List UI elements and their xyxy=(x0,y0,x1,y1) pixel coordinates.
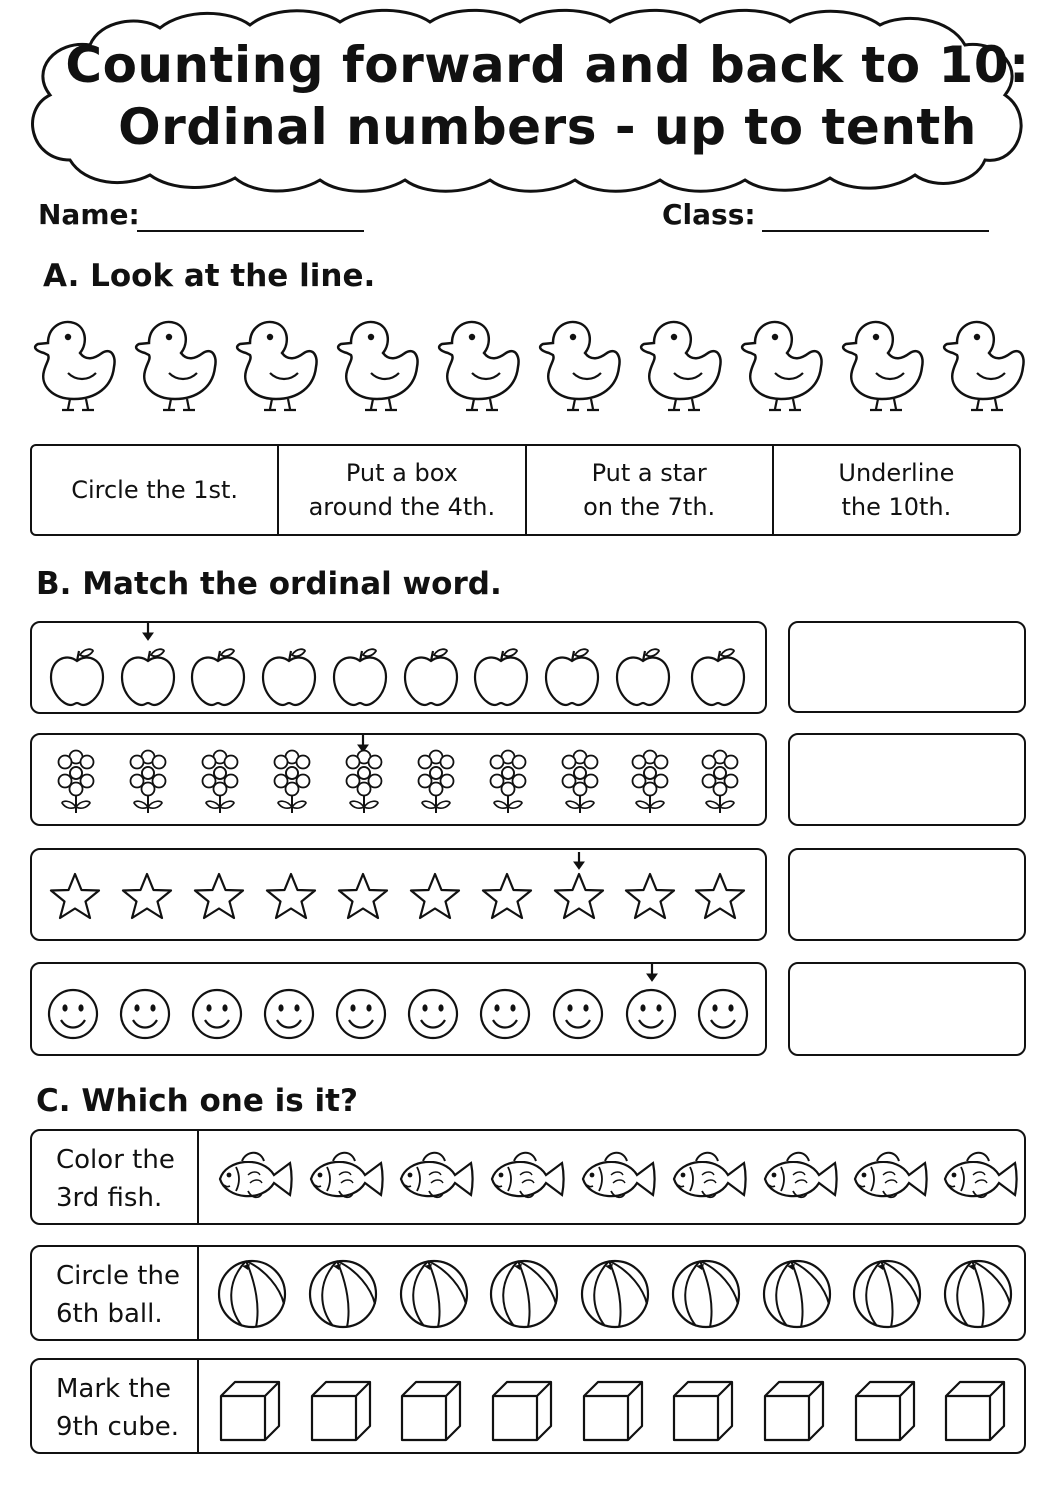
class-label: Class: xyxy=(662,198,756,231)
smiley-icon xyxy=(121,990,169,1038)
duck-row xyxy=(0,305,1055,420)
which-row-label: Color the 3rd fish. xyxy=(32,1131,199,1223)
fish-icon xyxy=(855,1153,927,1198)
flower-row xyxy=(30,733,767,826)
smiley-icon xyxy=(337,990,385,1038)
fish-icon xyxy=(401,1153,473,1198)
class-field[interactable] xyxy=(762,230,989,232)
flower-icon xyxy=(131,751,166,814)
ball-icon xyxy=(491,1261,557,1327)
answer-box-3[interactable] xyxy=(788,848,1026,941)
arrow-icon xyxy=(358,735,368,752)
answer-box-1[interactable] xyxy=(788,621,1026,713)
duck-icon xyxy=(843,322,922,410)
ball-icon xyxy=(945,1261,1011,1327)
flower-icon xyxy=(703,751,738,814)
apple-icon xyxy=(692,649,744,705)
fish-icon xyxy=(220,1153,292,1198)
cube-icon xyxy=(674,1382,732,1440)
star-icon xyxy=(267,874,315,918)
apple-icon xyxy=(192,649,244,705)
flower-icon xyxy=(203,751,238,814)
smiley-icon xyxy=(265,990,313,1038)
flower-icon xyxy=(563,751,598,814)
apple-icon xyxy=(263,649,315,705)
smiley-icon xyxy=(481,990,529,1038)
cube-row xyxy=(197,1358,1026,1454)
flower-icon xyxy=(633,751,668,814)
fish-icon xyxy=(311,1153,383,1198)
cube-icon xyxy=(312,1382,370,1440)
star-icon xyxy=(555,874,603,918)
star-icon xyxy=(123,874,171,918)
fish-icon xyxy=(492,1153,564,1198)
name-label: Name: xyxy=(38,198,140,231)
flower-icon xyxy=(419,751,454,814)
star-icon xyxy=(483,874,531,918)
star-icon xyxy=(51,874,99,918)
star-icon xyxy=(411,874,459,918)
duck-icon xyxy=(641,322,720,410)
which-row-label: Circle the 6th ball. xyxy=(32,1247,199,1339)
arrow-icon xyxy=(574,852,584,869)
apple-icon xyxy=(51,649,103,705)
flower-icon xyxy=(275,751,310,814)
fish-icon xyxy=(765,1153,837,1198)
ball-icon xyxy=(764,1261,830,1327)
title-line-2: Ordinal numbers - up to tenth xyxy=(118,98,977,156)
apple-icon xyxy=(475,649,527,705)
star-icon xyxy=(626,874,674,918)
flower-icon xyxy=(59,751,94,814)
cube-icon xyxy=(946,1382,1004,1440)
flower-icon xyxy=(491,751,526,814)
smiley-icon xyxy=(627,990,675,1038)
apple-icon xyxy=(334,649,386,705)
duck-icon xyxy=(540,322,619,410)
fish-icon xyxy=(945,1153,1017,1198)
title-line-1: Counting forward and back to 10: xyxy=(65,36,1030,94)
ball-row xyxy=(197,1245,1026,1341)
cube-icon xyxy=(493,1382,551,1440)
instruction-table xyxy=(30,444,1021,536)
duck-icon xyxy=(742,322,821,410)
duck-icon xyxy=(338,322,417,410)
answer-box-2[interactable] xyxy=(788,733,1026,826)
arrow-icon xyxy=(143,623,153,640)
name-field[interactable] xyxy=(137,230,364,232)
instruction-cell: Put a star on the 7th. xyxy=(527,446,774,534)
star-icon xyxy=(339,874,387,918)
cube-icon xyxy=(584,1382,642,1440)
star-icon xyxy=(195,874,243,918)
smiley-icon xyxy=(193,990,241,1038)
flower-icon xyxy=(347,751,382,814)
apple-icon xyxy=(405,649,457,705)
instruction-cell: Put a box around the 4th. xyxy=(279,446,526,534)
star-icon xyxy=(696,874,744,918)
fish-icon xyxy=(583,1153,655,1198)
instruction-cell: Underline the 10th. xyxy=(838,459,955,521)
section-b-title: B. Match the ordinal word. xyxy=(36,566,502,602)
apple-icon xyxy=(617,649,669,705)
star-row xyxy=(30,848,767,941)
fish-icon xyxy=(674,1153,746,1198)
smiley-icon xyxy=(554,990,602,1038)
ball-icon xyxy=(854,1261,920,1327)
duck-icon xyxy=(439,322,518,410)
ball-icon xyxy=(673,1261,739,1327)
apple-icon xyxy=(546,649,598,705)
cube-icon xyxy=(221,1382,279,1440)
apple-icon xyxy=(122,649,174,705)
duck-icon xyxy=(136,322,215,410)
ball-icon xyxy=(401,1261,467,1327)
answer-box-4[interactable] xyxy=(788,962,1026,1056)
cube-icon xyxy=(402,1382,460,1440)
smiley-icon xyxy=(49,990,97,1038)
ball-icon xyxy=(219,1261,285,1327)
section-a-title: A. Look at the line. xyxy=(43,258,376,294)
section-c-title: C. Which one is it? xyxy=(36,1083,358,1119)
cube-icon xyxy=(765,1382,823,1440)
smiley-icon xyxy=(409,990,457,1038)
apple-row xyxy=(30,621,767,714)
cube-icon xyxy=(856,1382,914,1440)
ball-icon xyxy=(582,1261,648,1327)
fish-row xyxy=(197,1129,1026,1225)
instruction-cell: Circle the 1st. xyxy=(32,446,279,534)
duck-icon xyxy=(944,322,1023,410)
duck-icon xyxy=(35,322,114,410)
which-row-label: Mark the 9th cube. xyxy=(32,1360,199,1452)
ball-icon xyxy=(310,1261,376,1327)
smiley-icon xyxy=(699,990,747,1038)
duck-icon xyxy=(237,322,316,410)
smiley-row xyxy=(30,962,767,1056)
arrow-icon xyxy=(647,964,657,981)
